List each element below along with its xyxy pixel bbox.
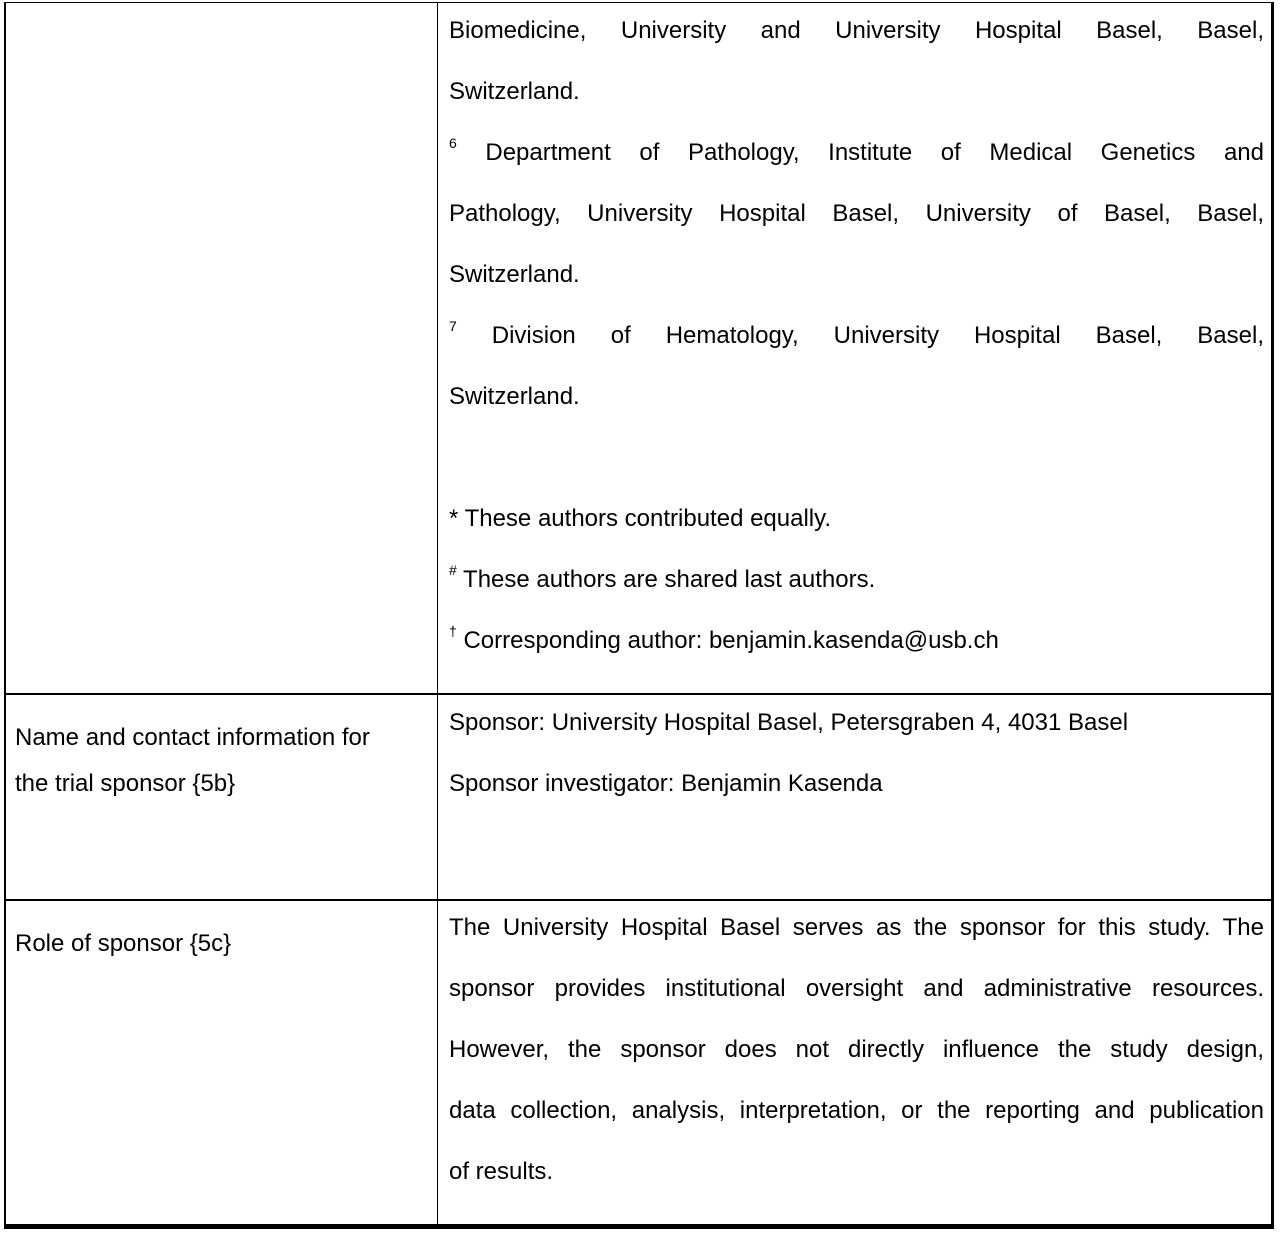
affiliations-cell	[449, 0, 1264, 427]
affiliation-6-text-1: Department of Pathology, Institute of Medical Genetics and	[456, 139, 1264, 166]
sponsor-label-line-1: Name and contact information for	[15, 724, 370, 751]
affiliation-7-marker: 7	[449, 318, 457, 334]
affiliation-5-line-1: Biomedicine, University and University Hospital Basel, Basel,	[449, 17, 1264, 44]
affiliation-5-line-2: Switzerland.	[449, 78, 580, 105]
role-line-4: data collection, analysis, interpretation, or the reporting and publication	[449, 1097, 1264, 1124]
role-line-1: The University Hospital Basel serves as the sponsor for this study. The	[449, 914, 1264, 941]
role-line-2: sponsor provides institutional oversight and administrative resources.	[449, 975, 1264, 1002]
affiliation-6-marker: 6	[449, 135, 457, 151]
affiliation-7-line-1	[449, 305, 1264, 366]
equal-contribution-note	[449, 488, 1264, 549]
affiliation-7-text-1: Division of Hematology, University Hospital Basel, Basel,	[456, 322, 1264, 349]
role-line-5: of results.	[449, 1158, 554, 1185]
role-label-cell	[15, 913, 425, 974]
corresponding-author-mark: †	[449, 623, 457, 639]
corresponding-author-note	[449, 610, 1264, 671]
author-notes	[449, 488, 1264, 671]
affiliation-6-line-3: Switzerland.	[449, 261, 580, 288]
sponsor-investigator: Sponsor investigator: Benjamin Kasenda	[449, 770, 883, 797]
sponsor-info-cell	[449, 692, 1264, 814]
role-label: Role of sponsor {5c}	[15, 930, 232, 957]
equal-contribution-mark: *	[449, 505, 459, 532]
shared-last-authors-text: These authors are shared last authors.	[456, 566, 876, 593]
sponsor-label-line-2: the trial sponsor {5b}	[15, 770, 236, 797]
affiliation-6-line-1	[449, 122, 1264, 183]
role-description-cell	[449, 897, 1264, 1202]
sponsor-name: Sponsor: University Hospital Basel, Petersgraben 4, 4031 Basel	[449, 709, 1129, 736]
shared-last-authors-note	[449, 549, 1264, 610]
affiliation-7-line-2: Switzerland.	[449, 383, 580, 410]
equal-contribution-text: These authors contributed equally.	[458, 505, 832, 532]
shared-last-authors-mark: #	[449, 562, 457, 578]
corresponding-author-text: Corresponding author: benjamin.kasenda@usb.ch	[456, 627, 999, 654]
column-divider	[437, 2, 438, 1226]
role-line-3: However, the sponsor does not directly influence the study design,	[449, 1036, 1264, 1063]
affiliation-6-line-2: Pathology, University Hospital Basel, University of Basel, Basel,	[449, 200, 1264, 227]
sponsor-label-cell	[15, 715, 425, 807]
